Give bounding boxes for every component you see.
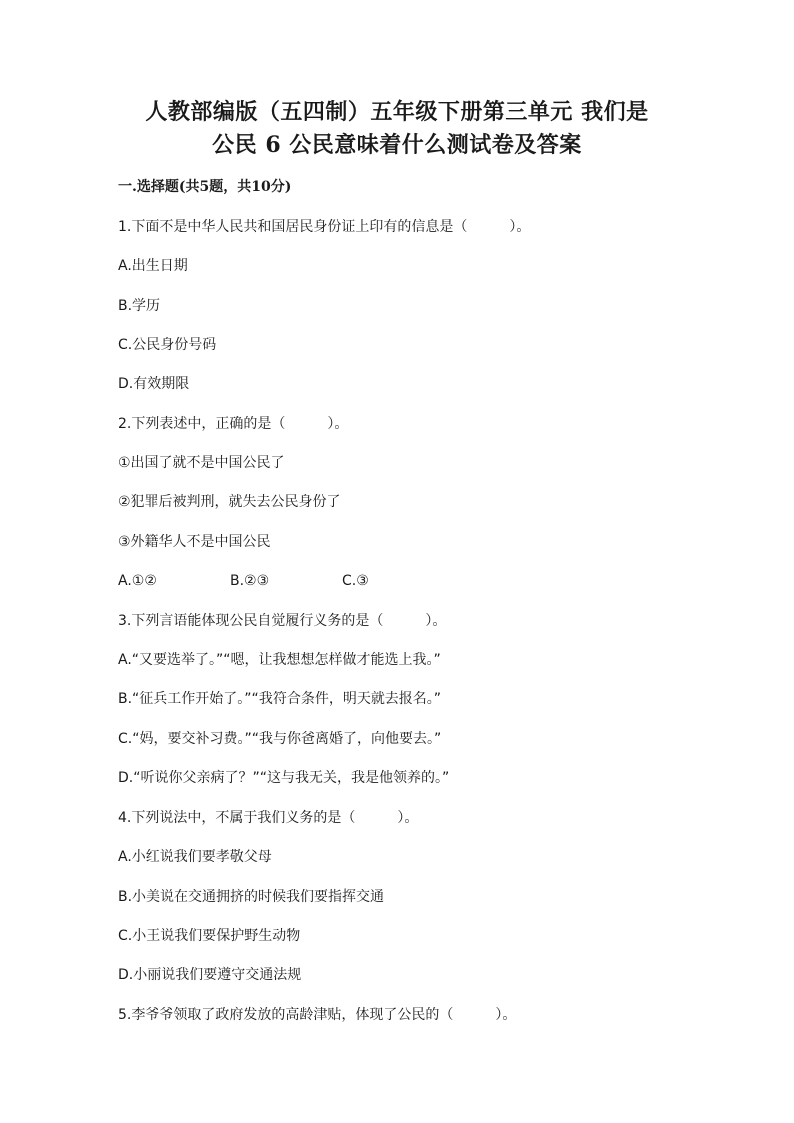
question-2-option-b: B.②③ <box>230 573 270 589</box>
question-2-statement-1: ①出国了就不是中国公民了 <box>118 455 285 471</box>
question-1-stem: 1.下面不是中华人民共和国居民身份证上印有的信息是（ ）。 <box>118 219 531 235</box>
question-2-option-c: C.③ <box>342 573 369 589</box>
question-4-option-a: A.小红说我们要孝敬父母 <box>118 849 272 865</box>
question-3-stem: 3.下列言语能体现公民自觉履行义务的是（ ）。 <box>118 613 447 629</box>
document-title-line-2: 公民 6 公民意味着什么测试卷及答案 <box>212 132 582 158</box>
question-2-statement-2: ②犯罪后被判刑，就失去公民身份了 <box>118 494 341 510</box>
question-1-option-c: C.公民身份号码 <box>118 337 217 353</box>
question-3-option-a: A.“又要选举了。”“嗯，让我想想怎样做才能选上我。” <box>118 652 441 668</box>
question-2-stem: 2.下列表述中，正确的是（ ）。 <box>118 416 349 432</box>
document-title-line-1: 人教部编版（五四制）五年级下册第三单元 我们是 <box>145 99 649 125</box>
question-1-option-d: D.有效期限 <box>118 376 190 392</box>
question-3-option-d: D.“听说你父亲病了？”“这与我无关，我是他领养的。” <box>118 770 450 786</box>
question-4-option-c: C.小王说我们要保护野生动物 <box>118 928 301 944</box>
question-2-statement-3: ③外籍华人不是中国公民 <box>118 534 271 550</box>
question-5-stem: 5.李爷爷领取了政府发放的高龄津贴，体现了公民的（ ）。 <box>118 1007 517 1023</box>
question-4-stem: 4.下列说法中，不属于我们义务的是（ ）。 <box>118 810 419 826</box>
question-4-option-d: D.小丽说我们要遵守交通法规 <box>118 967 302 983</box>
question-3-option-b: B.“征兵工作开始了。”“我符合条件，明天就去报名。” <box>118 691 442 707</box>
question-1-option-b: B.学历 <box>118 298 161 314</box>
question-3-option-c: C.“妈，要交补习费。”“我与你爸离婚了，向他要去。” <box>118 731 442 747</box>
section-heading: 一.选择题(共5题，共10分) <box>118 179 292 195</box>
question-4-option-b: B.小美说在交通拥挤的时候我们要指挥交通 <box>118 889 385 905</box>
question-1-option-a: A.出生日期 <box>118 258 188 274</box>
question-2-option-a: A.①② <box>118 573 157 589</box>
